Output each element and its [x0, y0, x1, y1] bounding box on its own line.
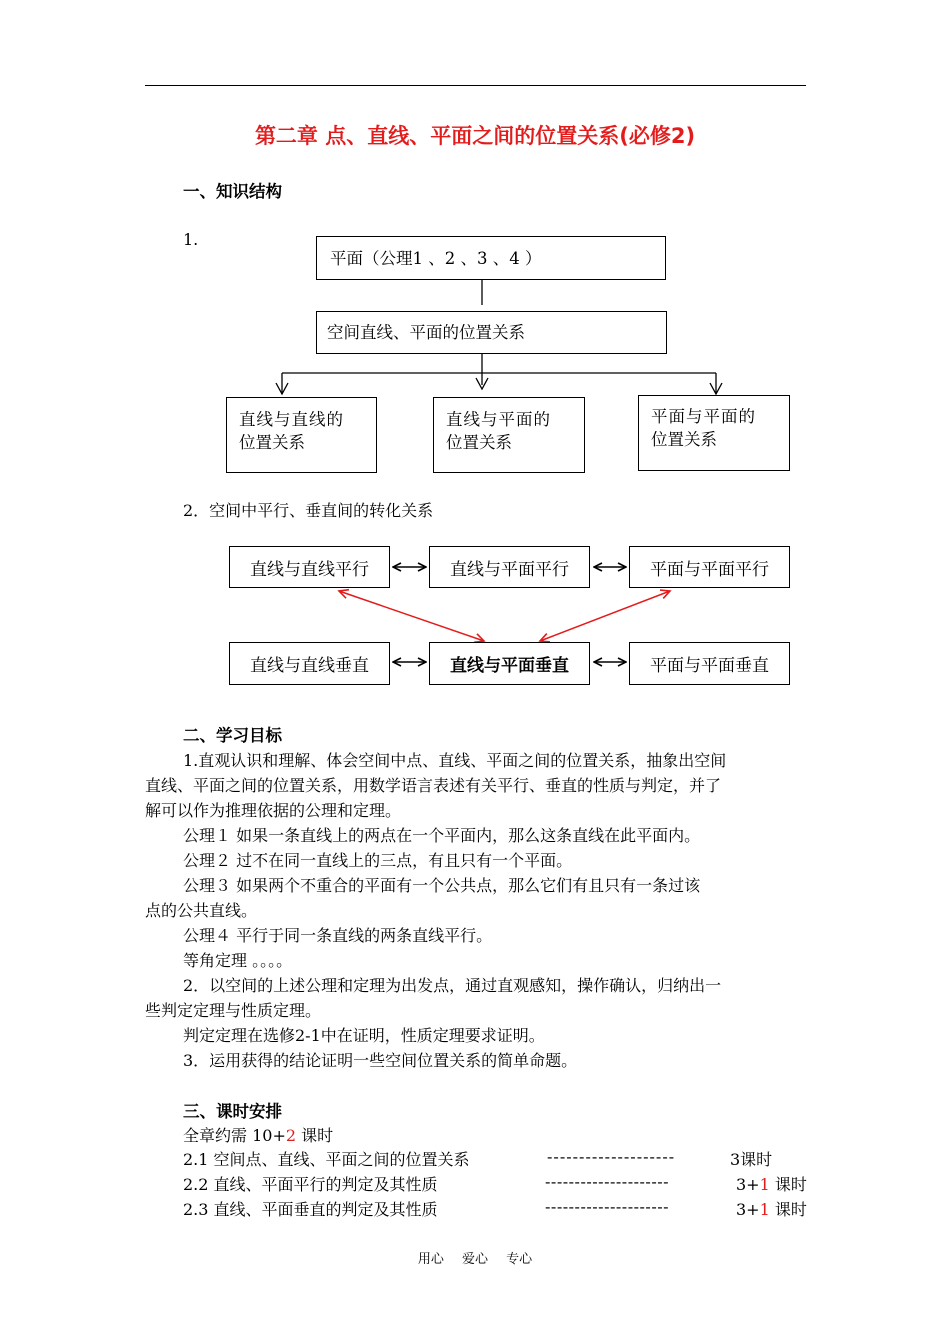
schedule-row-hours-suffix: 课时: [769, 1175, 807, 1194]
schedule-row-hours: [736, 1172, 807, 1195]
schedule-row-dashes: ---------------------: [545, 1197, 670, 1216]
schedule-total-extra: 2: [285, 1126, 297, 1145]
schedule-row-label: 2.1 空间点、直线、平面之间的位置关系: [183, 1150, 470, 1169]
goal-2-line1: 2．以空间的上述公理和定理为出发点，通过直观感知，操作确认，归纳出一: [183, 976, 722, 995]
box-plane-plane-perpendicular: 平面与平面垂直: [629, 642, 790, 685]
schedule-row-hours-base: 3+: [736, 1200, 760, 1219]
page-footer: 用心 爱心 专心: [417, 1252, 533, 1267]
box-line-plane-perpendicular: 直线与平面垂直: [429, 642, 590, 685]
page-title: 第二章 点、直线、平面之间的位置关系(必修2): [254, 124, 696, 148]
schedule-row-hours-extra: 1: [759, 1175, 770, 1194]
schedule-row-hours: 3课时: [730, 1150, 773, 1169]
schedule-row-dashes: ---------------------: [545, 1172, 670, 1191]
box-plane-plane-line1: 平面与平面的: [651, 407, 756, 426]
schedule-row-dashes: --------------------: [547, 1147, 676, 1166]
schedule-row-hours-extra: 1: [759, 1200, 770, 1219]
schedule-row-hours-base: 3+: [736, 1175, 760, 1194]
schedule-total: [183, 1123, 333, 1146]
box-line-plane-line2: 位置关系: [446, 433, 512, 452]
goal-1-line3: 解可以作为推理依据的公理和定理。: [145, 801, 402, 820]
axiom-3-line1: 公理３ 如果两个不重合的平面有一个公共点，那么它们有且只有一条过该: [183, 876, 701, 895]
box-line-line-line2: 位置关系: [239, 433, 305, 452]
schedule-row-label: 2.3 直线、平面垂直的判定及其性质: [183, 1200, 438, 1219]
goal-1-line1: 1.直观认识和理解、体会空间中点、直线、平面之间的位置关系，抽象出空间: [183, 751, 727, 770]
box-line-line-line1: 直线与直线的: [239, 410, 344, 429]
item-1-label: 1.: [183, 230, 199, 249]
goal-2-line2: 些判定定理与性质定理。: [145, 1001, 322, 1020]
goal-1-line2: 直线、平面之间的位置关系，用数学语言表述有关平行、垂直的性质与判定，并了: [145, 776, 722, 795]
equal-angle-theorem: 等角定理 。。。。: [183, 951, 293, 970]
axiom-1: 公理１ 如果一条直线上的两点在一个平面内，那么这条直线在此平面内。: [183, 826, 701, 845]
schedule-row-label: 2.2 直线、平面平行的判定及其性质: [183, 1175, 438, 1194]
axiom-3-line2: 点的公共直线。: [145, 901, 258, 920]
box-spatial-relations-label: 空间直线、平面的位置关系: [327, 323, 525, 342]
section-heading-goals: 二、学习目标: [183, 726, 282, 745]
schedule-total-suffix: 课时: [296, 1126, 334, 1145]
section-heading-structure: 一、知识结构: [183, 182, 282, 201]
box-plane-plane-parallel: 平面与平面平行: [629, 546, 790, 588]
box-plane-axioms-label: 平面（公理1 、2 、3 、4 ）: [330, 249, 542, 268]
box-line-line-parallel: 直线与直线平行: [229, 546, 390, 588]
box-line-plane-parallel: 直线与平面平行: [429, 546, 590, 588]
goal-2-note: 判定定理在选修2-1中在证明，性质定理要求证明。: [183, 1026, 545, 1045]
item-2-label: 2．空间中平行、垂直间的转化关系: [183, 501, 434, 520]
box-line-plane-line1: 直线与平面的: [446, 410, 551, 429]
axiom-2: 公理２ 过不在同一直线上的三点，有且只有一个平面。: [183, 851, 573, 870]
section-heading-schedule: 三、课时安排: [183, 1102, 282, 1121]
schedule-row-hours-suffix: 课时: [769, 1200, 807, 1219]
box-line-line-perpendicular: 直线与直线垂直: [229, 642, 390, 685]
axiom-4: 公理４ 平行于同一条直线的两条直线平行。: [183, 926, 493, 945]
goal-3: 3．运用获得的结论证明一些空间位置关系的简单命题。: [183, 1051, 578, 1070]
schedule-total-prefix: 全章约需 10+: [183, 1126, 286, 1145]
schedule-row-hours: [736, 1197, 807, 1220]
box-plane-plane-line2: 位置关系: [651, 430, 717, 449]
